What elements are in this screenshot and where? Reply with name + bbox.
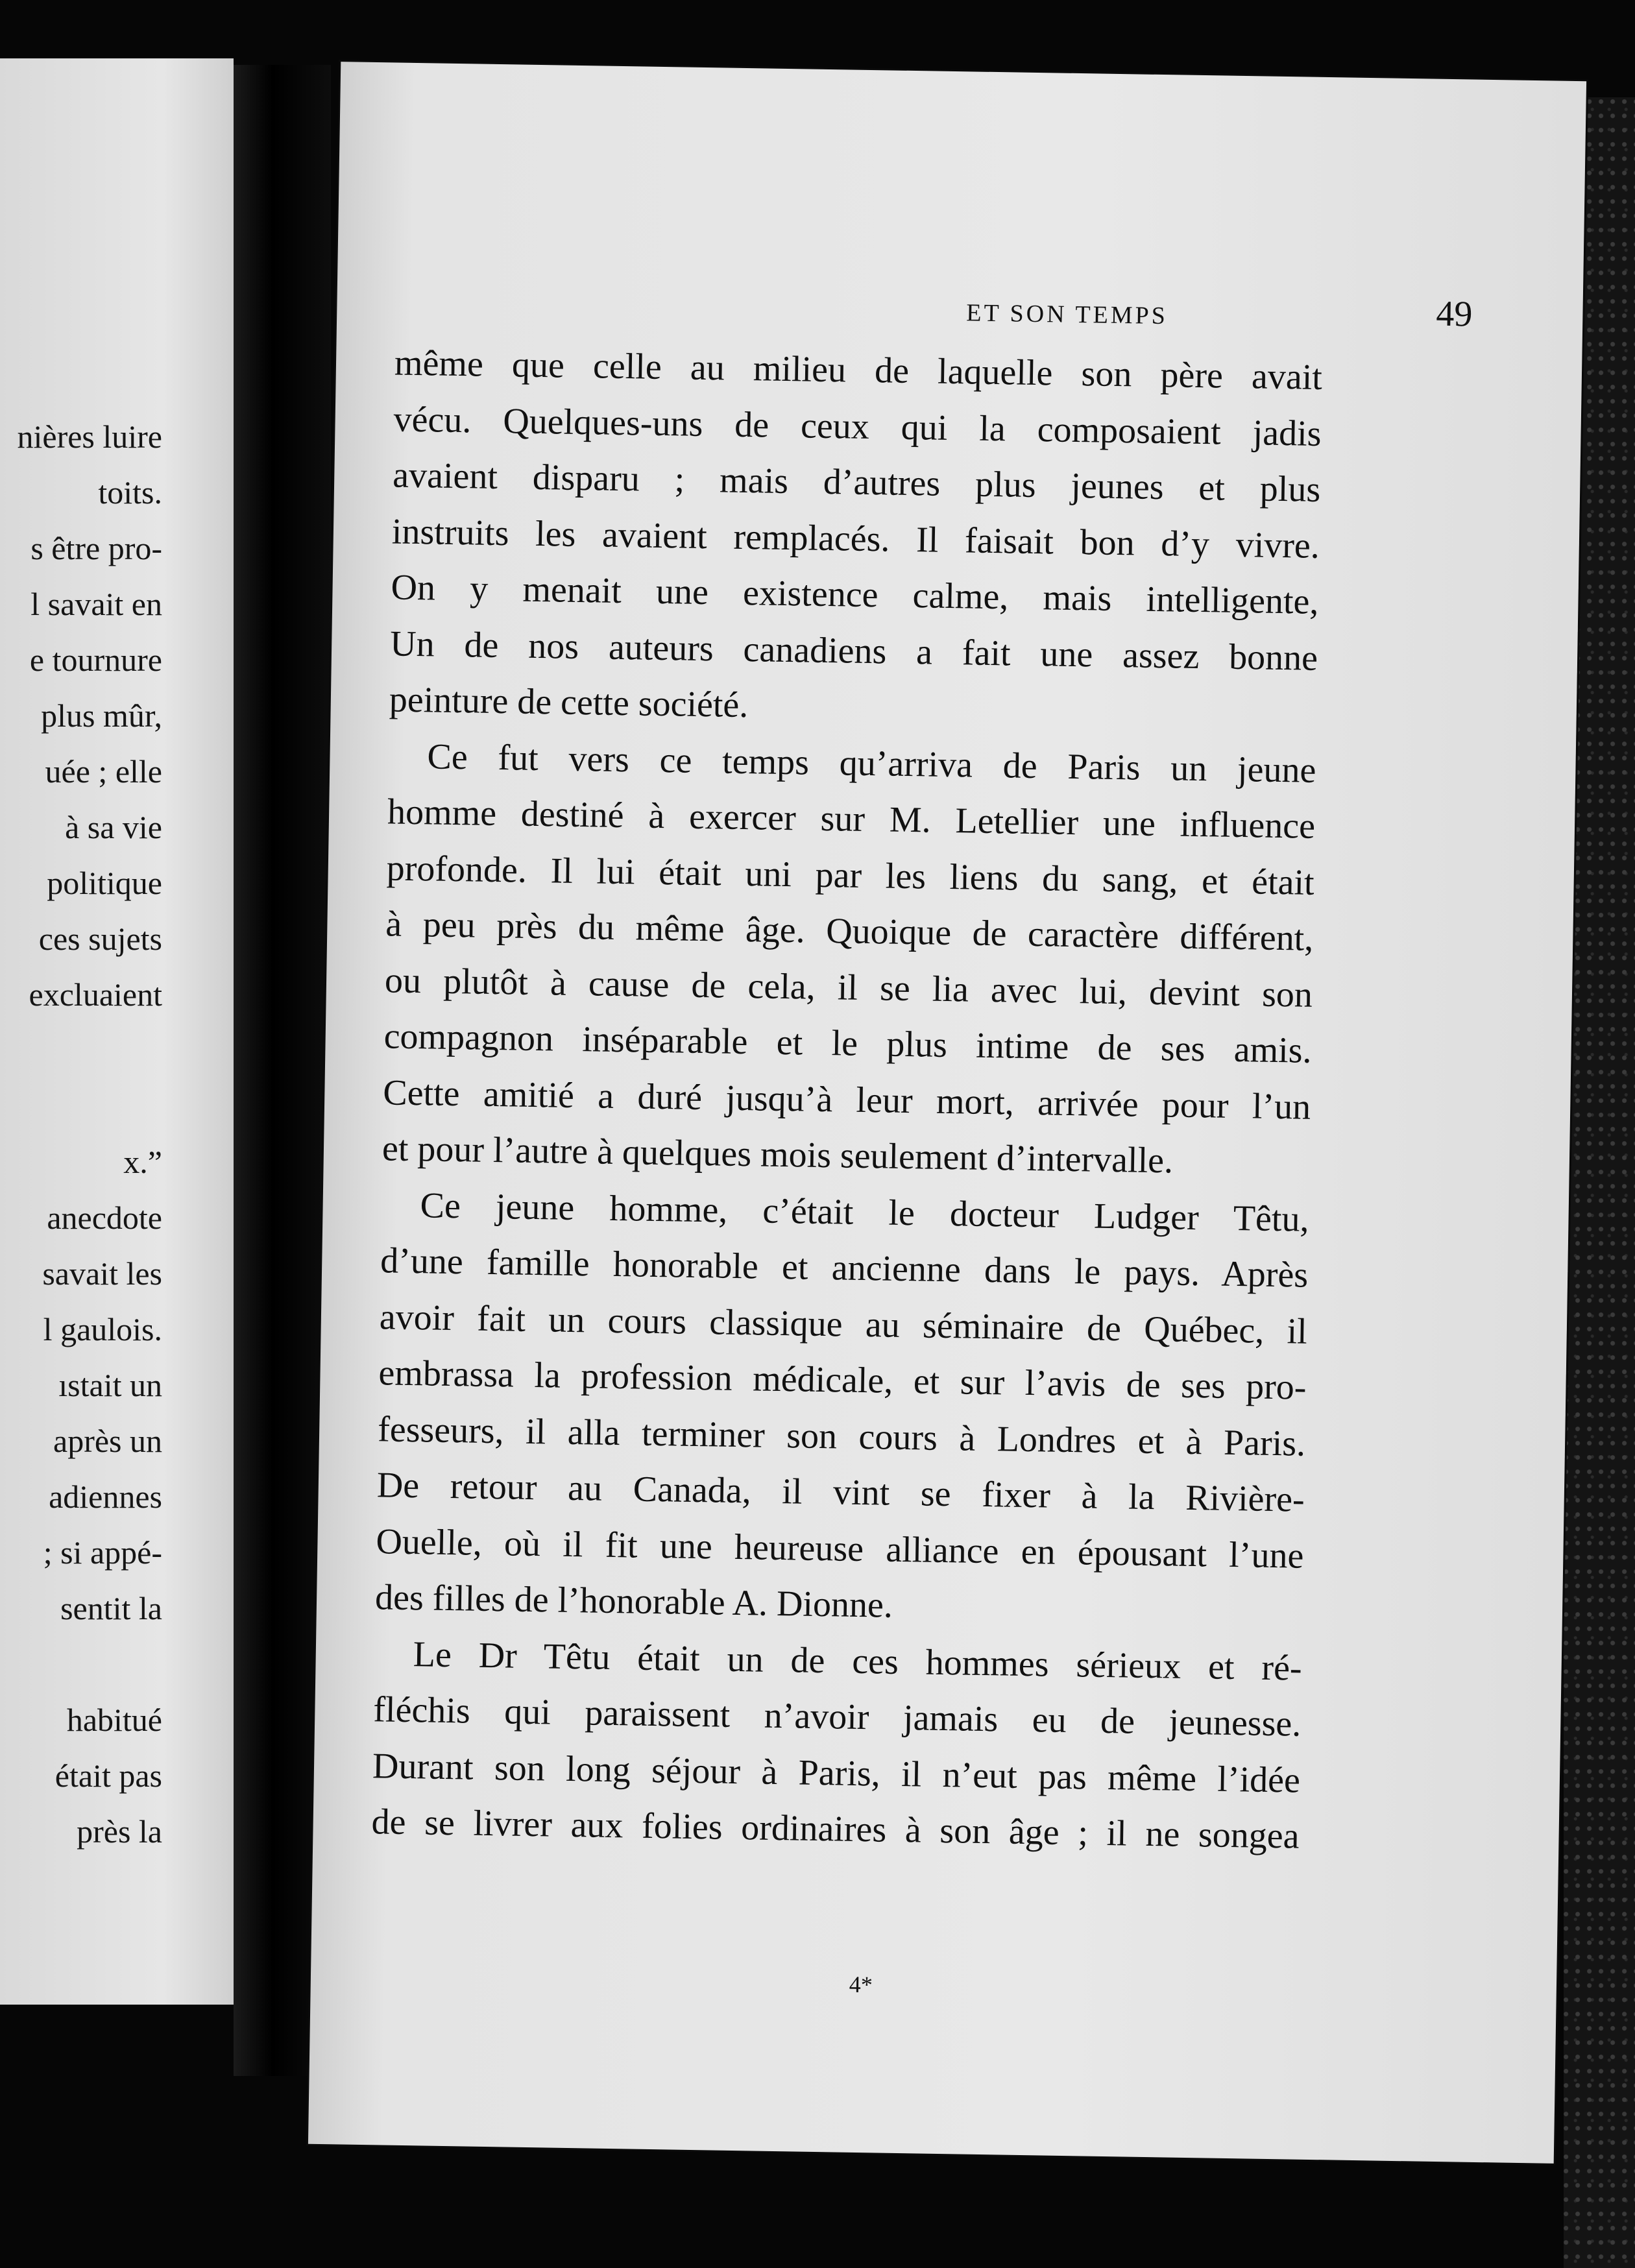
- text-line: même que celle au milieu de laquelle son père avait: [394, 343, 1323, 398]
- signature-mark: 4*: [849, 1971, 873, 1998]
- text-line: Ce jeune homme, c’était le docteur Ludger Têtu,: [420, 1185, 1309, 1240]
- facing-page-line: [0, 1022, 162, 1078]
- text-line: avoir fait un cours classique au séminaire de Québec, il: [379, 1296, 1308, 1352]
- text-line: d’une famille honorable et ancienne dans le pays. Après: [380, 1240, 1309, 1296]
- text-line: fesseurs, il alla terminer son cours à Londres et à Paris.: [377, 1408, 1306, 1464]
- text-line: instruits les avaient remplacés. Il faisait bon d’y vivre.: [391, 511, 1320, 566]
- facing-page-line: savait les: [42, 1255, 162, 1292]
- text-line: à peu près du même âge. Quoique de caractère différent,: [385, 904, 1314, 959]
- facing-page-line: adiennes: [49, 1478, 162, 1515]
- text-line: vécu. Quelques-uns de ceux qui la composaient jadis: [393, 398, 1322, 454]
- text-line: On y menait une existence calme, mais intelligente,: [391, 567, 1319, 622]
- facing-page-line: sentit la: [60, 1590, 162, 1626]
- text-line: Ce fut vers ce temps qu’arriva de Paris un jeune: [427, 736, 1316, 791]
- facing-page-line: était pas: [54, 1757, 162, 1794]
- text-line: embrassa la profession médicale, et sur l’avis de ses pro-: [378, 1353, 1307, 1408]
- text-line: homme destiné à exercer sur M. Letellier une influence: [387, 791, 1316, 847]
- running-head: ET SON TEMPS: [966, 299, 1169, 330]
- facing-page-line: à sa vie: [65, 809, 162, 845]
- text-line: peinture de cette société.: [389, 679, 749, 726]
- text-line: ou plutôt à cause de cela, il se lia avec lui, devint son: [384, 959, 1313, 1015]
- page-49: [308, 62, 1586, 2164]
- text-line: Cette amitié a duré jusqu’à leur mort, arrivée pour l’un: [382, 1072, 1311, 1128]
- facing-page-line: e tournure: [29, 642, 162, 678]
- facing-page-line: excluaient: [29, 976, 162, 1013]
- facing-page-left: [0, 58, 234, 2005]
- text-line: Le Dr Têtu était un de ces hommes sérieux et ré-: [413, 1634, 1303, 1689]
- text-line: de se livrer aux folies ordinaires à son âge ; il ne songea: [371, 1802, 1300, 1857]
- facing-page-line: après un: [53, 1423, 162, 1459]
- facing-page-line: x.”: [123, 1144, 162, 1180]
- body-text: [371, 335, 1323, 1864]
- facing-page-line: [0, 1636, 162, 1692]
- facing-page-line: plus mûr,: [41, 697, 162, 734]
- text-line: avaient disparu ; mais d’autres plus jeunes et plus: [392, 455, 1321, 510]
- text-line: compagnon inséparable et le plus intime de ses amis.: [383, 1016, 1313, 1071]
- facing-page-line: l gaulois.: [43, 1311, 162, 1347]
- facing-page-line: s être pro-: [30, 530, 162, 566]
- text-line: Un de nos auteurs canadiens a fait une assez bonne: [389, 623, 1318, 679]
- facing-page-line: nières luire: [17, 418, 162, 455]
- facing-page-text: [0, 409, 162, 1859]
- text-line: De retour au Canada, il vint se fixer à la Rivière-: [376, 1465, 1305, 1520]
- text-line: fléchis qui paraissent n’avoir jamais eu de jeunesse.: [372, 1689, 1302, 1744]
- text-line: des filles de l’honorable A. Dionne.: [374, 1577, 893, 1626]
- facing-page-line: habitué: [66, 1702, 162, 1738]
- facing-page-line: ıstait un: [58, 1367, 162, 1403]
- text-line: Ouelle, où il fit une heureuse alliance en épousant l’une: [376, 1521, 1304, 1576]
- facing-page-line: politique: [47, 865, 162, 901]
- page-number: 49: [1435, 293, 1473, 335]
- text-line: Durant son long séjour à Paris, il n’eut pas même l’idée: [372, 1745, 1301, 1801]
- facing-page-line: uée ; elle: [45, 753, 162, 790]
- facing-page-line: ces sujets: [38, 921, 162, 957]
- facing-page-line: l savait en: [30, 586, 162, 622]
- facing-page-line: anecdote: [47, 1200, 162, 1236]
- facing-page-line: ; si appé-: [43, 1534, 162, 1571]
- facing-page-line: près la: [77, 1813, 162, 1850]
- page-header: [739, 282, 1473, 346]
- facing-page-line: [0, 1078, 162, 1134]
- text-line: et pour l’autre à quelques mois seulement d’intervalle.: [382, 1128, 1174, 1181]
- text-line: profonde. Il lui était uni par les liens du sang, et était: [386, 847, 1315, 903]
- facing-page-line: toits.: [98, 474, 162, 511]
